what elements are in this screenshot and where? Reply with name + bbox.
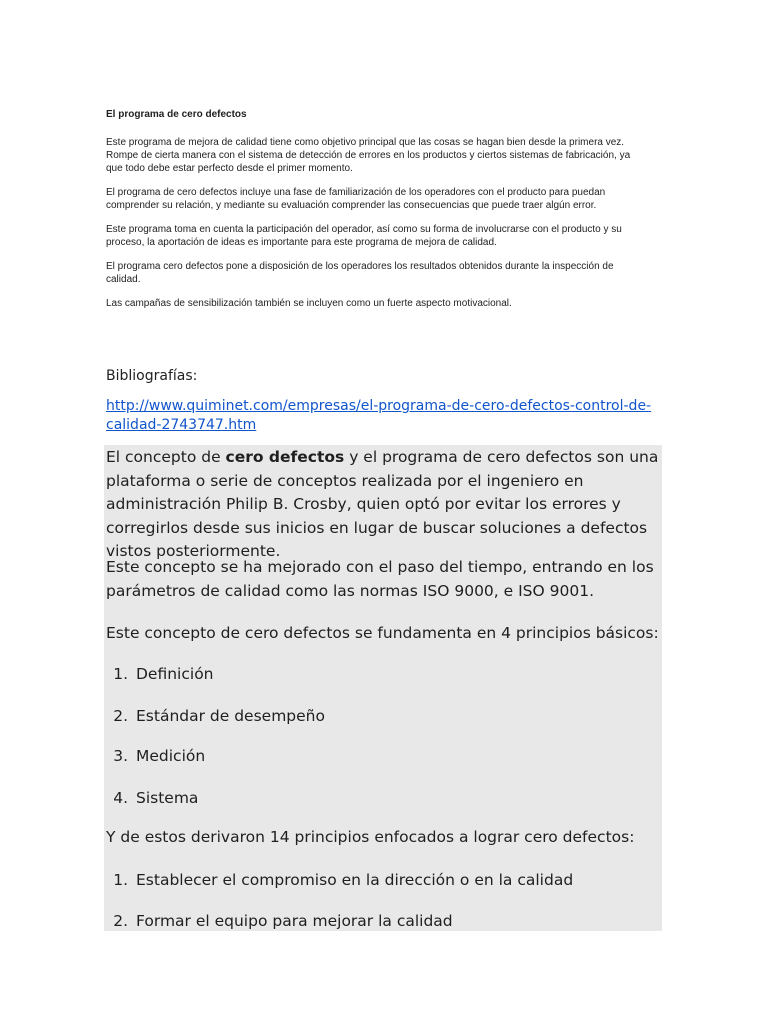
concept-paragraph: Este concepto de cero defectos se fundamenta en 4 principios básicos: bbox=[106, 624, 659, 642]
intro-paragraph: Este programa de mejora de calidad tiene como objetivo principal que las cosas se hagan bien desde la primera vez. Rompe de cierta manera con el sistema de detección de errores en los productos y ciertos sistemas de fabricación, ya que todo debe estar perfecto desde el primer momento. bbox=[106, 137, 631, 174]
concept-paragraph: Y de estos derivaron 14 principios enfocados a lograr cero defectos: bbox=[106, 828, 635, 846]
list-item: 2. Estándar de desempeño bbox=[113, 707, 325, 725]
list-item: 4. Sistema bbox=[113, 789, 199, 807]
intro-paragraph: El programa de cero defectos incluye una fase de familiarización de los operadores con el producto para puedan comprender su relación, y mediante su evaluación comprender las consecuencias que puede traer algún error. bbox=[106, 187, 606, 211]
intro-paragraph: El programa cero defectos pone a disposición de los operadores los resultados obtenidos durante la inspección de calidad. bbox=[106, 261, 614, 285]
bibliography-section bbox=[106, 367, 666, 435]
list-item: 1. Definición bbox=[113, 665, 214, 683]
concept-paragraph: Este concepto se ha mejorado con el paso del tiempo, entrando en los parámetros de calidad como las normas ISO 9000, e ISO 9001. bbox=[106, 558, 654, 600]
bibliography-link[interactable]: http://www.quiminet.com/empresas/el-programa-de-cero-defectos-control-de-calidad-2743747.htm bbox=[106, 398, 652, 433]
concept-paragraph: El concepto de cero defectos y el programa de cero defectos son una plataforma o serie de conceptos realizada por el ingeniero en administración Philip B. Crosby, quien optó por evitar los errores y corregirlos desde sus inicios en lugar de buscar soluciones a defectos vistos posteriormente. bbox=[106, 448, 659, 560]
intro-paragraph: Las campañas de sensibilización también se incluyen como un fuerte aspecto motivacional. bbox=[106, 298, 512, 309]
bold-term: cero defectos bbox=[225, 448, 345, 466]
list-item: 1. Establecer el compromiso en la dirección o en la calidad bbox=[113, 871, 574, 889]
section-title: El programa de cero defectos bbox=[106, 109, 247, 120]
list-item: 3. Medición bbox=[113, 747, 206, 765]
list-item: 2. Formar el equipo para mejorar la calidad bbox=[113, 912, 453, 930]
bibliography-heading: Bibliografías: bbox=[106, 368, 198, 384]
intro-paragraph: Este programa toma en cuenta la participación del operador, así como su forma de involucrarse con el producto y su proceso, la aportación de ideas es importante para este programa de mejora de calidad. bbox=[106, 224, 622, 248]
intro-section bbox=[106, 108, 646, 321]
